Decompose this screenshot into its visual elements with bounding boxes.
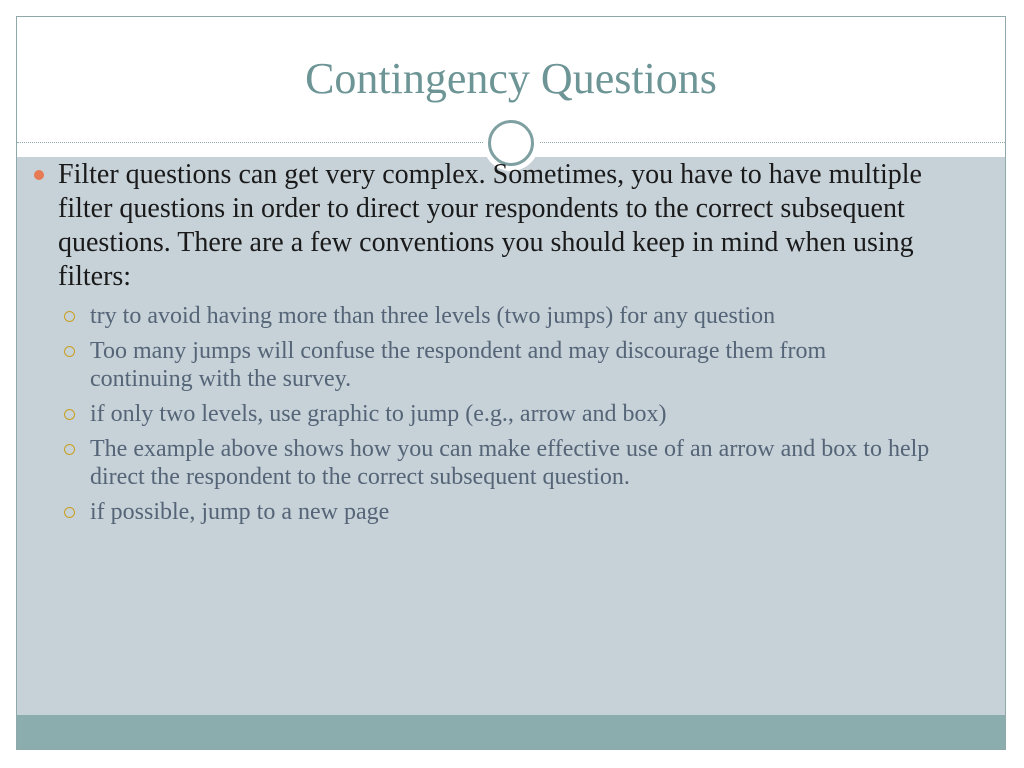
hollow-circle-bullet-icon <box>64 311 75 322</box>
sub-bullet-item <box>34 498 934 526</box>
sub-bullet-item <box>34 435 934 491</box>
sub-bullet-text: Too many jumps will confuse the respondent and may discourage them from continuing with the survey. <box>90 338 827 392</box>
slide-title: Contingency Questions <box>305 54 717 103</box>
main-bullet <box>34 158 934 294</box>
hollow-circle-bullet-icon <box>64 507 75 518</box>
sub-bullet-item <box>34 302 934 330</box>
sub-bullet-text: if only two levels, use graphic to jump (e.g., arrow and box) <box>90 401 667 427</box>
sub-bullet-list <box>34 302 934 526</box>
footer-bar <box>17 715 1005 749</box>
sub-bullet-item <box>34 337 934 393</box>
hollow-circle-bullet-icon <box>64 346 75 357</box>
sub-bullet-text: The example above shows how you can make effective use of an arrow and box to help direct the respondent to the correct subsequent question. <box>90 436 930 490</box>
sub-bullet-text: if possible, jump to a new page <box>90 499 390 525</box>
sub-bullet-text: try to avoid having more than three levels (two jumps) for any question <box>90 303 776 329</box>
slide-body <box>34 158 934 533</box>
hollow-circle-bullet-icon <box>64 409 75 420</box>
sub-bullet-item <box>34 400 934 428</box>
filled-circle-bullet-icon <box>34 170 44 180</box>
hollow-circle-bullet-icon <box>64 444 75 455</box>
main-bullet-text: Filter questions can get very complex. Sometimes, you have to have multiple filter questions in order to direct your respondents to the correct subsequent questions. There are a few conventions you should keep in mind when using filters: <box>58 159 922 292</box>
